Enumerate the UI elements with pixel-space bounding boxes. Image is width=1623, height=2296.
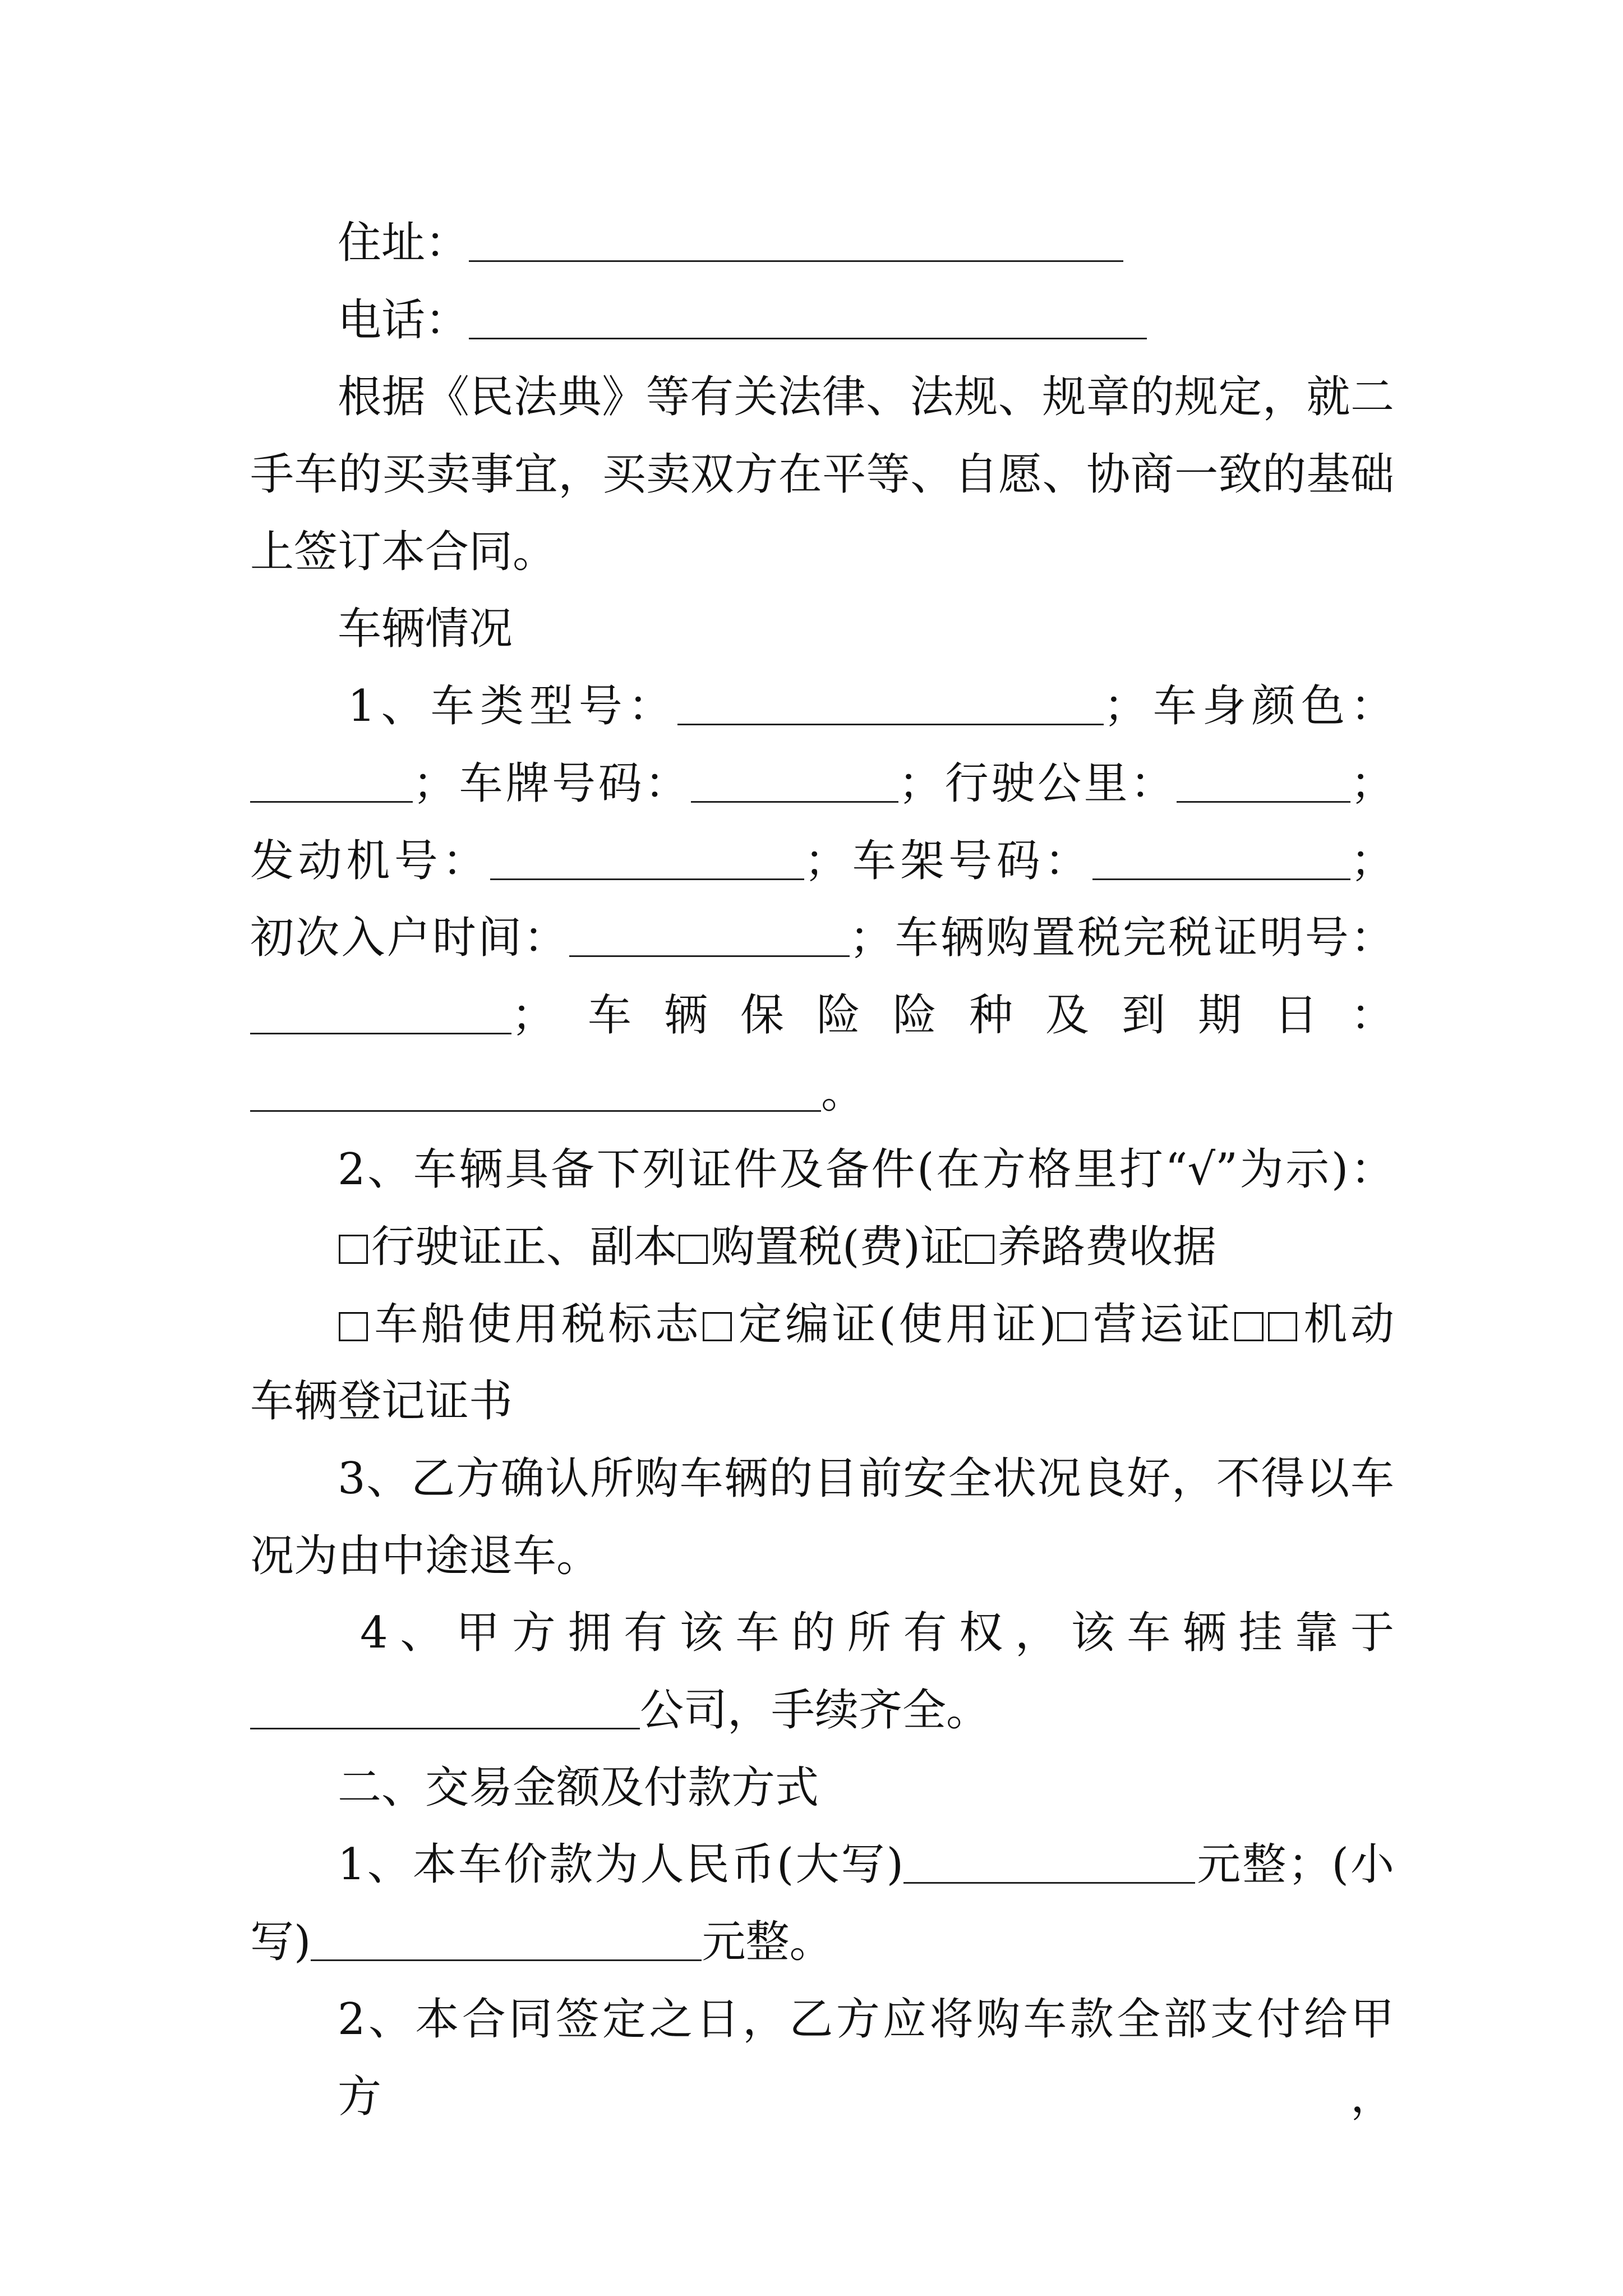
engine-blank xyxy=(490,847,804,880)
address-line xyxy=(250,205,1394,282)
item-1-end-mark: 。 xyxy=(821,1067,865,1118)
vehicle-item-4-line-2 xyxy=(250,1672,1394,1750)
model-blank xyxy=(677,692,1104,725)
vehicle-item-1-line-2 xyxy=(250,746,1394,823)
checklist-item-label: 营运证 xyxy=(1090,1299,1234,1350)
checklist-row-1 xyxy=(250,1209,1394,1286)
model-label: 1、车类型号： xyxy=(348,681,677,732)
payment-section-heading: 二、交易金额及付款方式 xyxy=(338,1762,819,1813)
vehicle-item-1-line-4 xyxy=(250,900,1394,977)
price-numeric-blank xyxy=(311,1928,702,1961)
payment-item-2-line-1: 2、本合同签定之日，乙方应将购车款全部支付给甲方， xyxy=(338,1994,1394,2122)
price-middle: 元整；(小 xyxy=(1195,1839,1394,1890)
preamble-line-1: 根据《民法典》等有关法律、法规、规章的规定，就二 xyxy=(338,372,1394,423)
checkbox xyxy=(1057,1312,1086,1341)
mileage-end: ； xyxy=(1350,758,1394,809)
purchase-tax-cert-label: ；车辆购置税完税证明号： xyxy=(849,913,1394,964)
plate-blank xyxy=(691,770,898,803)
mileage-label: ；行驶公里： xyxy=(898,758,1177,809)
plate-label: ；车牌号码： xyxy=(413,758,691,809)
company-blank xyxy=(250,1696,640,1729)
checklist-item-label: 行驶证正、副本 xyxy=(371,1221,678,1272)
price-suffix: 元整。 xyxy=(702,1917,833,1968)
frame-end: ； xyxy=(1350,835,1394,886)
frame-label: ；车架号码： xyxy=(804,835,1092,886)
contract-text xyxy=(250,205,1394,2122)
checklist-item-label: 车船使用税标志 xyxy=(371,1299,702,1350)
color-blank xyxy=(250,770,413,803)
checkbox xyxy=(703,1312,732,1341)
checklist-item-label: 定编证(使用证) xyxy=(735,1299,1057,1350)
checklist-row-2 xyxy=(250,1286,1394,1364)
vehicle-item-3-line-1: 3、乙方确认所购车辆的目前安全状况良好，不得以车 xyxy=(338,1453,1394,1504)
checklist-item-label: 机动 xyxy=(1301,1299,1394,1350)
phone-label: 电话： xyxy=(338,295,469,346)
checkbox xyxy=(1234,1312,1264,1341)
frame-blank xyxy=(1092,847,1350,880)
checklist-row-3: 车辆登记证书 xyxy=(250,1376,513,1427)
price-uppercase-blank xyxy=(903,1851,1195,1884)
vehicle-item-1-line-5 xyxy=(250,977,1394,1055)
address-blank xyxy=(469,229,1123,262)
first-registration-blank xyxy=(569,924,850,957)
payment-item-1-line-2 xyxy=(250,1904,1394,1981)
checkbox xyxy=(1268,1312,1297,1341)
phone-blank xyxy=(469,306,1147,339)
first-registration-label: 初次入户时间： xyxy=(250,913,569,964)
preamble-line-2: 手车的买卖事宜，买卖双方在平等、自愿、协商一致的基础 xyxy=(250,449,1394,500)
checklist-item-label: 养路费收据 xyxy=(997,1221,1216,1272)
mileage-blank xyxy=(1177,770,1350,803)
price-continuation: 写) xyxy=(250,1917,311,1968)
checklist-item-label: 购置税(费)证 xyxy=(711,1221,964,1272)
checkbox xyxy=(965,1235,994,1264)
vehicle-item-1-line-6 xyxy=(250,1055,1394,1132)
purchase-tax-cert-blank xyxy=(250,1001,511,1034)
address-label: 住址： xyxy=(338,218,469,268)
checkbox xyxy=(679,1235,708,1264)
color-label: ；车身颜色： xyxy=(1103,681,1394,732)
vehicle-item-2-intro: 2、车辆具备下列证件及备件(在方格里打“√”为示)： xyxy=(338,1144,1394,1195)
price-prefix: 1、本车价款为人民币(大写) xyxy=(338,1839,904,1890)
checkbox xyxy=(339,1235,368,1264)
preamble-line-3: 上签订本合同。 xyxy=(250,526,557,577)
vehicle-item-1-line-1 xyxy=(250,668,1394,746)
insurance-blank xyxy=(250,1079,821,1112)
phone-line xyxy=(250,282,1394,360)
vehicle-item-3-line-2: 况为由中途退车。 xyxy=(250,1530,601,1581)
vehicle-item-4-line-1: 4、甲方拥有该车的所有权，该车辆挂靠于 xyxy=(360,1608,1394,1659)
payment-item-1-line-1 xyxy=(250,1826,1394,1904)
checkbox xyxy=(339,1312,368,1341)
vehicle-item-1-line-3 xyxy=(250,823,1394,900)
vehicle-section-heading: 车辆情况 xyxy=(338,604,513,655)
insurance-label: ；车辆保险险种及到期日： xyxy=(511,990,1394,1041)
company-suffix: 公司，手续齐全。 xyxy=(640,1685,990,1736)
engine-label: 发动机号： xyxy=(250,835,491,886)
